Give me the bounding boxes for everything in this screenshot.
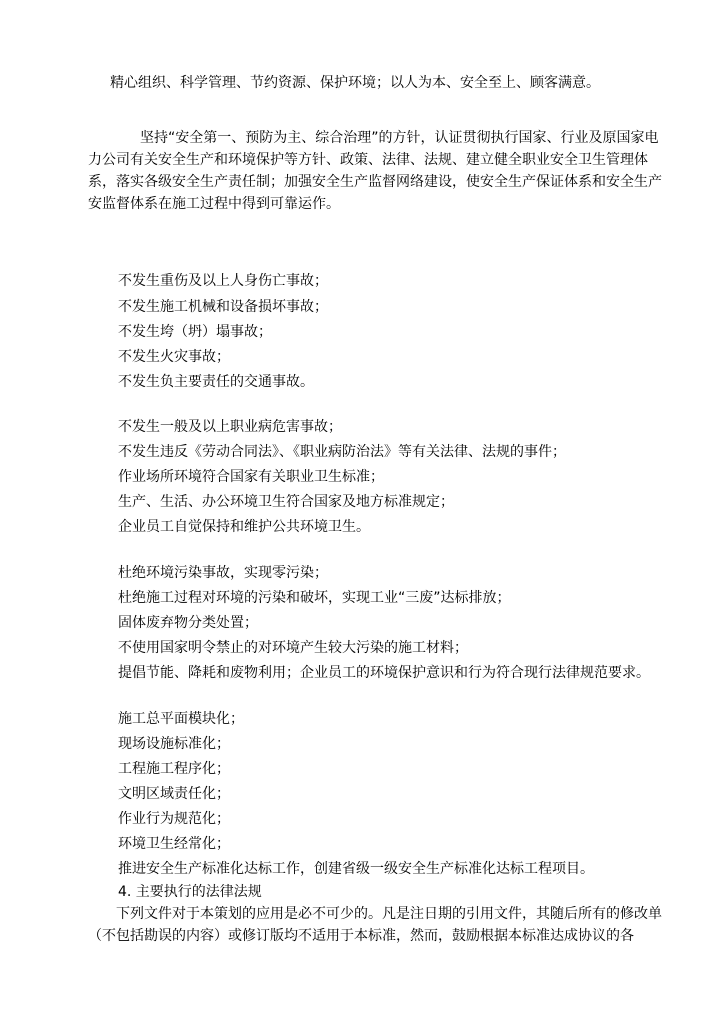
list-item: 不发生重伤及以上人身伤亡事故； (118, 273, 328, 289)
list-item: 环境卫生经常化； (118, 836, 230, 852)
list-item: 提倡节能、降耗和废物利用；企业员工的环境保护意识和行为符合现行法律规范要求。 (118, 665, 650, 681)
list-item: 作业行为规范化； (118, 811, 230, 827)
list-item: 不发生垮（坍）塌事故； (118, 324, 272, 340)
list-item: 不发生一般及以上职业病危害事故； (118, 419, 342, 435)
list-item: 施工总平面模块化； (118, 711, 244, 727)
list-item: 工程施工程序化； (118, 761, 230, 777)
list-item: 不使用国家明令禁止的对环境产生较大污染的施工材料； (118, 640, 468, 656)
section-heading: 4. 主要执行的法律法规 (118, 884, 262, 900)
list-item: 杜绝环境污染事故，实现零污染； (118, 565, 328, 581)
list-item: 文明区域责任化； (118, 786, 230, 802)
list-item: 不发生违反《劳动合同法》、《职业病防治法》等有关法律、法规的事件； (118, 444, 566, 460)
list-item: 不发生施工机械和设备损坏事故； (118, 299, 328, 315)
list-item: 现场设施标准化； (118, 736, 230, 752)
list-item: 企业员工自觉保持和维护公共环境卫生。 (118, 519, 370, 535)
list-item: 杜绝施工过程对环境的污染和破坏，实现工业“三废”达标排放； (118, 590, 511, 606)
list-item: 不发生负主要责任的交通事故。 (118, 374, 314, 390)
list-item: 作业场所环境符合国家有关职业卫生标准； (118, 469, 384, 485)
section-paragraph: 下列文件对于本策划的应用是必不可少的。凡是注日期的引用文件，其随后所有的修改单（不包括勘误的内容）或修订版均不适用于本标准，然而，鼓励根据本标准达成协议的各 (88, 906, 662, 944)
list-item: 不发生火灾事故； (118, 349, 230, 365)
list-item: 固体废弃物分类处置； (118, 615, 258, 631)
policy-line: 精心组织、科学管理、节约资源、保护环境；以人为本、安全至上、顾客满意。 (110, 75, 600, 91)
list-item: 推进安全生产标准化达标工作，创建省级一级安全生产标准化达标工程项目。 (118, 861, 594, 877)
list-item: 生产、生活、办公环境卫生符合国家及地方标准规定； (118, 494, 454, 510)
principle-paragraph: 坚持“安全第一、预防为主、综合治理”的方针，认证贯彻执行国家、行业及原国家电力公司有关安全生产和环境保护等方针、政策、法律、法规、建立健全职业安全卫生管理体系，落实各级安全生产责任制；加强安全生产监督网络建设，使安全生产保证体系和安全生产安监督体系在施工过程中得到可靠运作。 (88, 130, 662, 212)
